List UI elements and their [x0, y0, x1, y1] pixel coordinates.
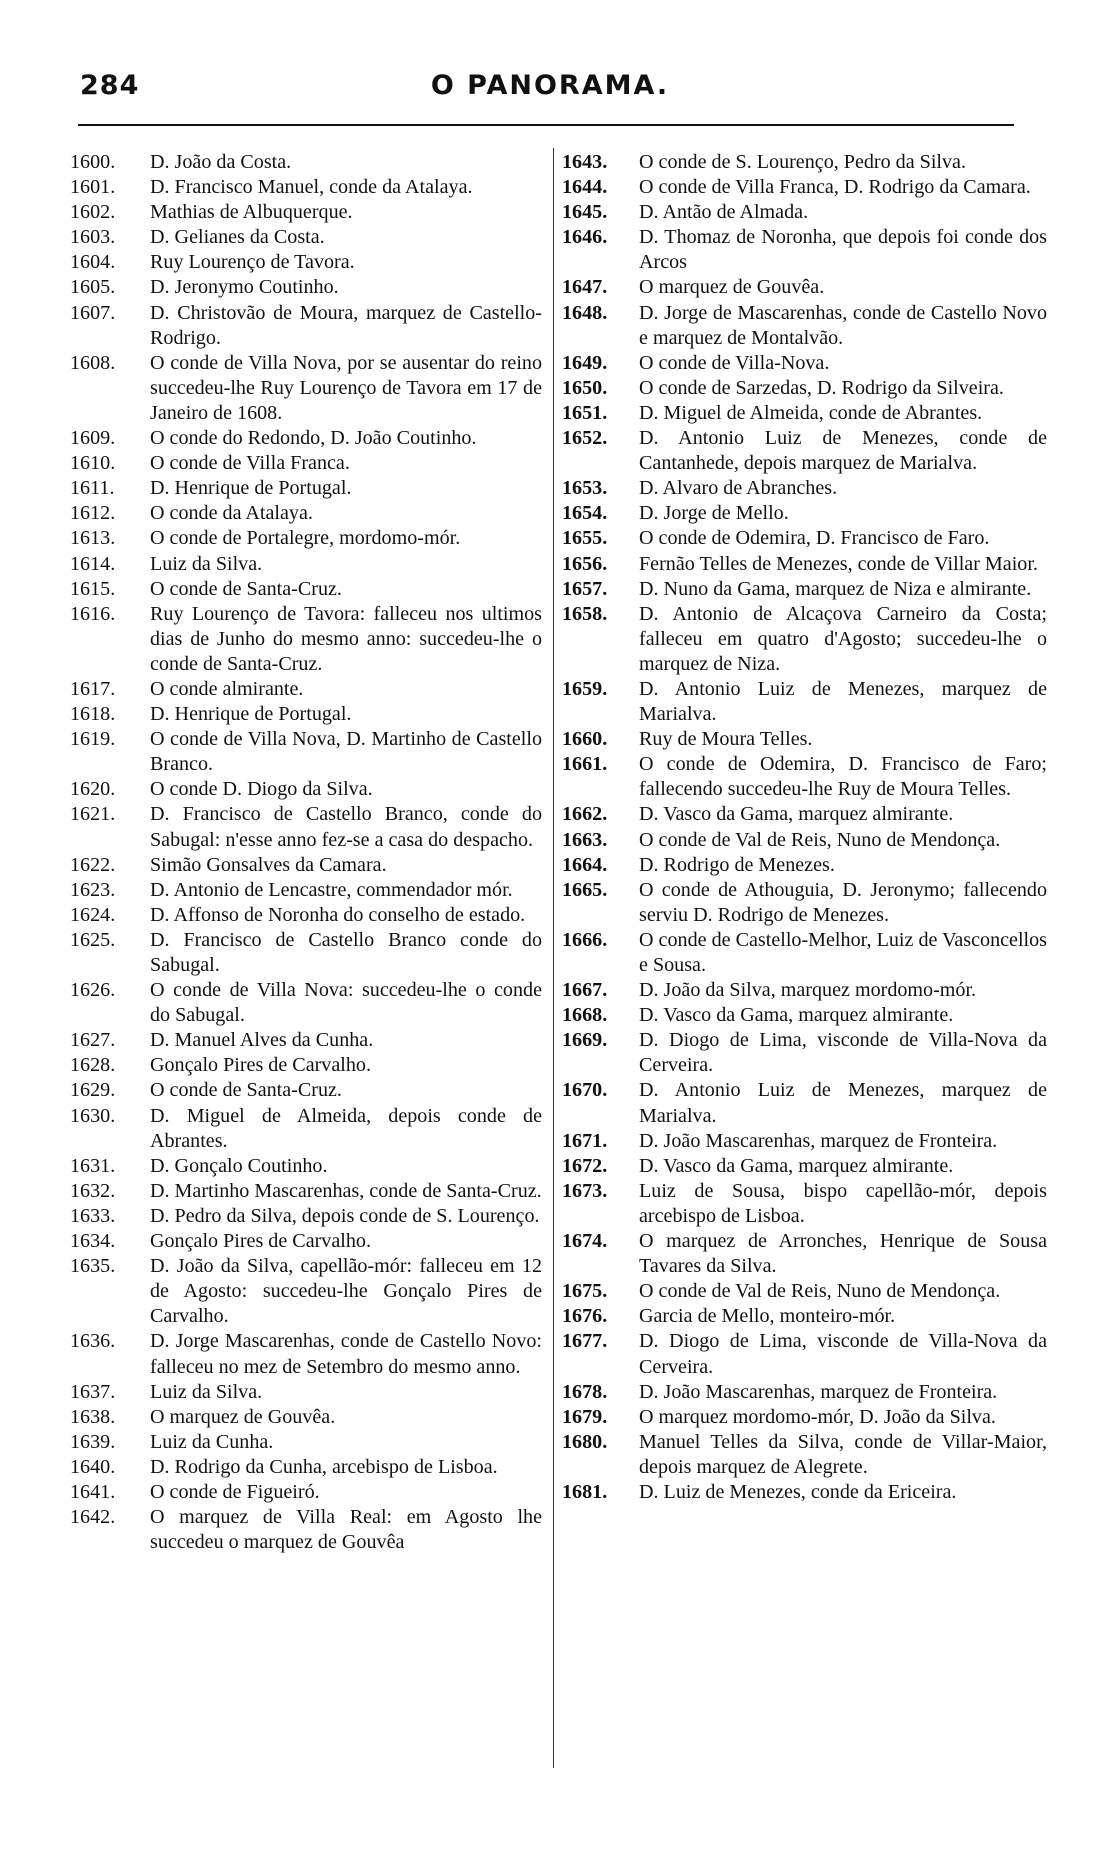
- entry-year: 1612.: [70, 502, 116, 525]
- entry-year: 1628.: [70, 1054, 116, 1077]
- entry-year: 1679.: [562, 1405, 608, 1428]
- entry-text: Luiz da Silva.: [150, 1380, 263, 1403]
- list-item: [70, 1480, 542, 1505]
- entry-text: O conde de S. Lourenço, Pedro da Silva.: [639, 151, 967, 173]
- entry-year: 1671.: [562, 1129, 608, 1152]
- entry-year: 1633.: [70, 1204, 116, 1227]
- entry-text: Mathias de Albuquerque.: [150, 201, 353, 224]
- entry-text: O conde de Villa Nova, D. Martinho de Castello Branco.: [150, 728, 542, 776]
- entry-text: D. João Mascarenhas, marquez de Fronteira.: [639, 1129, 998, 1152]
- list-item: [562, 301, 1047, 351]
- entry-text: D. Miguel de Almeida, conde de Abrantes.: [639, 401, 983, 424]
- entry-text: D. João da Silva, capellão-mór: falleceu em 12 de Agosto: succedeu-lhe Gonçalo Pires de Carvalho.: [150, 1255, 542, 1328]
- list-item: [70, 702, 542, 727]
- entry-year: 1650.: [562, 376, 608, 399]
- page-number: 284: [80, 70, 140, 101]
- entry-year: 1656.: [562, 552, 608, 575]
- list-item: [562, 1279, 1047, 1304]
- entry-text: D. Jeronymo Coutinho.: [150, 276, 339, 299]
- entry-text: O conde de Figueiró.: [150, 1480, 320, 1503]
- entry-text: D. Vasco da Gama, marquez almirante.: [639, 1004, 954, 1027]
- entry-text: Manuel Telles da Silva, conde de Villar-Maior, depois marquez de Alegrete.: [639, 1430, 1047, 1478]
- entry-year: 1645.: [562, 201, 608, 224]
- entry-text: O conde de Villa Nova: succedeu-lhe o conde do Sabugal.: [150, 979, 542, 1027]
- entry-year: 1662.: [562, 803, 608, 826]
- entry-year: 1632.: [70, 1179, 116, 1202]
- list-item: [70, 677, 542, 702]
- list-item: [70, 1053, 542, 1078]
- entry-year: 1625.: [70, 928, 116, 951]
- entry-year: 1614.: [70, 552, 116, 575]
- list-item: [562, 978, 1047, 1003]
- entry-text: D. Antonio de Lencastre, commendador mór.: [150, 878, 513, 901]
- entry-text: D. Nuno da Gama, marquez de Niza e almirante.: [639, 577, 1032, 600]
- list-item: [70, 903, 542, 928]
- entry-year: 1600.: [70, 151, 116, 173]
- list-item: [562, 1304, 1047, 1329]
- list-item: [70, 526, 542, 551]
- entry-text: O conde de Sarzedas, D. Rodrigo da Silveira.: [639, 376, 1004, 399]
- entry-text: D. Francisco Manuel, conde da Atalaya.: [150, 176, 473, 199]
- entry-text: Luiz da Silva.: [150, 552, 263, 575]
- entry-text: D. Diogo de Lima, visconde de Villa-Nova da Cerveira.: [639, 1029, 1047, 1077]
- list-item: [562, 752, 1047, 802]
- entry-year: 1613.: [70, 527, 116, 550]
- list-item: [70, 476, 542, 501]
- entry-year: 1659.: [562, 677, 608, 700]
- entry-text: Luiz da Cunha.: [150, 1430, 274, 1453]
- entry-year: 1620.: [70, 778, 116, 801]
- list-item: [562, 802, 1047, 827]
- list-item: [70, 1254, 542, 1329]
- entry-text: Luiz de Sousa, bispo capellão-mór, depois arcebispo de Lisboa.: [639, 1179, 1047, 1227]
- entry-year: 1634.: [70, 1230, 116, 1253]
- list-item: [562, 577, 1047, 602]
- entry-year: 1616.: [70, 602, 116, 625]
- list-item: [70, 777, 542, 802]
- entry-text: D. Francisco de Castello Branco conde do Sabugal.: [150, 928, 542, 976]
- entry-text: Garcia de Mello, monteiro-mór.: [639, 1305, 896, 1328]
- list-item: [562, 150, 1047, 175]
- list-item: [70, 1204, 542, 1229]
- list-item: [562, 175, 1047, 200]
- list-item: [562, 878, 1047, 928]
- entry-year: 1678.: [562, 1380, 608, 1403]
- entry-text: D. Henrique de Portugal.: [150, 703, 352, 726]
- list-item: [70, 301, 542, 351]
- entry-text: D. Diogo de Lima, visconde de Villa-Nova da Cerveira.: [639, 1330, 1047, 1378]
- entry-text: D. Rodrigo de Menezes.: [639, 853, 835, 876]
- entry-text: D. Thomaz de Noronha, que depois foi conde dos Arcos: [639, 226, 1047, 274]
- list-item: [70, 250, 542, 275]
- entry-text: D. Martinho Mascarenhas, conde de Santa-Cruz.: [150, 1179, 542, 1202]
- entry-text: D. Rodrigo da Cunha, arcebispo de Lisboa.: [150, 1455, 498, 1478]
- entry-text: O marquez mordomo-mór, D. João da Silva.: [639, 1405, 996, 1428]
- list-item: [562, 1380, 1047, 1405]
- entry-year: 1642.: [70, 1506, 116, 1529]
- list-item: [562, 376, 1047, 401]
- entry-year: 1658.: [562, 602, 608, 625]
- entry-text: D. João da Costa.: [150, 151, 292, 173]
- entry-text: O conde de Santa-Cruz.: [150, 577, 342, 600]
- list-item: [562, 1154, 1047, 1179]
- entry-text: D. Antonio Luiz de Menezes, conde de Cantanhede, depois marquez de Marialva.: [639, 427, 1047, 475]
- entry-year: 1673.: [562, 1179, 608, 1202]
- column-divider: [553, 148, 554, 1768]
- entry-text: Fernão Telles de Menezes, conde de Villar Maior.: [639, 552, 1038, 575]
- entry-text: D. João da Silva, marquez mordomo-mór.: [639, 979, 977, 1002]
- entry-text: Simão Gonsalves da Camara.: [150, 853, 387, 876]
- entry-year: 1608.: [70, 351, 116, 374]
- entry-text: O conde de Odemira, D. Francisco de Faro.: [639, 527, 990, 550]
- list-item: [562, 351, 1047, 376]
- list-item: [562, 853, 1047, 878]
- entry-year: 1657.: [562, 577, 608, 600]
- entry-year: 1641.: [70, 1480, 116, 1503]
- entry-year: 1646.: [562, 226, 608, 249]
- list-item: [70, 426, 542, 451]
- entry-text: D. Jorge de Mascarenhas, conde de Castello Novo e marquez de Montalvão.: [639, 301, 1047, 349]
- entry-text: O conde de Athouguia, D. Jeronymo; fallecendo serviu D. Rodrigo de Menezes.: [639, 878, 1047, 926]
- list-item: [70, 1104, 542, 1154]
- entry-year: 1635.: [70, 1255, 116, 1278]
- entry-year: 1631.: [70, 1154, 116, 1177]
- entry-text: D. Vasco da Gama, marquez almirante.: [639, 803, 954, 826]
- list-item: [70, 451, 542, 476]
- list-item: [562, 225, 1047, 275]
- entry-text: D. Antonio de Alcaçova Carneiro da Costa; falleceu em quatro d'Agosto; succedeu-lhe o marquez de Niza.: [639, 602, 1047, 675]
- entry-year: 1672.: [562, 1154, 608, 1177]
- entry-text: O conde almirante.: [150, 677, 304, 700]
- list-item: [562, 1129, 1047, 1154]
- entry-text: D. Antão de Almada.: [639, 201, 809, 224]
- entry-year: 1670.: [562, 1079, 608, 1102]
- list-item: [562, 200, 1047, 225]
- entry-text: O conde de Villa Franca, D. Rodrigo da Camara.: [639, 176, 1031, 199]
- entry-year: 1667.: [562, 979, 608, 1002]
- entry-year: 1675.: [562, 1280, 608, 1303]
- list-item: [562, 476, 1047, 501]
- entry-text: D. Henrique de Portugal.: [150, 477, 352, 500]
- entry-year: 1681.: [562, 1480, 608, 1503]
- entry-text: D. Francisco de Castello Branco, conde do Sabugal: n'esse anno fez-se a casa do despacho.: [150, 803, 542, 851]
- entry-year: 1604.: [70, 251, 116, 274]
- left-column: [70, 150, 542, 1555]
- list-item: [562, 1179, 1047, 1229]
- entry-text: O conde do Redondo, D. João Coutinho.: [150, 427, 477, 450]
- list-item: [70, 928, 542, 978]
- entry-text: D. Jorge de Mello.: [639, 502, 789, 525]
- entry-year: 1653.: [562, 477, 608, 500]
- list-item: [70, 1405, 542, 1430]
- entry-text: D. Antonio Luiz de Menezes, marquez de Marialva.: [639, 1079, 1047, 1127]
- entry-text: D. Pedro da Silva, depois conde de S. Lourenço.: [150, 1204, 540, 1227]
- entry-year: 1663.: [562, 828, 608, 851]
- entry-year: 1680.: [562, 1430, 608, 1453]
- entry-year: 1652.: [562, 427, 608, 450]
- entry-year: 1651.: [562, 401, 608, 424]
- entry-year: 1621.: [70, 803, 116, 826]
- entry-text: O conde de Odemira, D. Francisco de Faro; fallecendo succedeu-lhe Ruy de Moura Telles.: [639, 753, 1047, 801]
- entry-text: O conde de Val de Reis, Nuno de Mendonça.: [639, 1280, 1001, 1303]
- list-item: [70, 501, 542, 526]
- entry-year: 1639.: [70, 1430, 116, 1453]
- entry-text: O marquez de Villa Real: em Agosto lhe succedeu o marquez de Gouvêa: [150, 1506, 542, 1554]
- entry-year: 1676.: [562, 1305, 608, 1328]
- list-item: [70, 1505, 542, 1555]
- entry-year: 1677.: [562, 1330, 608, 1353]
- entry-year: 1627.: [70, 1029, 116, 1052]
- list-item: [562, 1229, 1047, 1279]
- entry-text: O conde de Santa-Cruz.: [150, 1079, 342, 1102]
- list-item: [70, 802, 542, 852]
- list-item: [70, 225, 542, 250]
- entry-text: D. Vasco da Gama, marquez almirante.: [639, 1154, 954, 1177]
- list-item: [70, 1229, 542, 1254]
- list-item: [70, 275, 542, 300]
- entry-year: 1665.: [562, 878, 608, 901]
- entry-text: D. Affonso de Noronha do conselho de estado.: [150, 903, 526, 926]
- list-item: [562, 602, 1047, 677]
- entry-year: 1617.: [70, 677, 116, 700]
- page-header: [0, 70, 1100, 110]
- entry-year: 1660.: [562, 728, 608, 751]
- list-item: [70, 1380, 542, 1405]
- entry-year: 1602.: [70, 201, 116, 224]
- list-item: [562, 526, 1047, 551]
- entry-text: O conde de Val de Reis, Nuno de Mendonça.: [639, 828, 1001, 851]
- entry-year: 1649.: [562, 351, 608, 374]
- entry-text: D. Christovão de Moura, marquez de Castello-Rodrigo.: [150, 301, 542, 349]
- entry-year: 1668.: [562, 1004, 608, 1027]
- entry-text: D. João Mascarenhas, marquez de Fronteira.: [639, 1380, 998, 1403]
- list-item: [70, 351, 542, 426]
- entry-text: D. Gonçalo Coutinho.: [150, 1154, 328, 1177]
- right-column: [562, 150, 1047, 1505]
- list-item: [562, 1430, 1047, 1480]
- entry-text: O marquez de Gouvêa.: [150, 1405, 336, 1428]
- entry-text: Ruy de Moura Telles.: [639, 728, 813, 751]
- entry-year: 1674.: [562, 1230, 608, 1253]
- entry-year: 1648.: [562, 301, 608, 324]
- entry-text: D. Luiz de Menezes, conde da Ericeira.: [639, 1480, 957, 1503]
- list-item: [70, 602, 542, 677]
- entry-year: 1623.: [70, 878, 116, 901]
- list-item: [562, 1480, 1047, 1505]
- entry-text: Gonçalo Pires de Carvalho.: [150, 1230, 371, 1253]
- list-item: [562, 275, 1047, 300]
- list-item: [70, 1455, 542, 1480]
- entry-year: 1611.: [70, 477, 115, 500]
- entry-year: 1640.: [70, 1455, 116, 1478]
- entry-text: Gonçalo Pires de Carvalho.: [150, 1054, 371, 1077]
- list-item: [70, 853, 542, 878]
- list-item: [70, 1028, 542, 1053]
- header-rule: [78, 124, 1014, 126]
- entry-text: D. Miguel de Almeida, depois conde de Abrantes.: [150, 1104, 542, 1152]
- entry-text: O conde da Atalaya.: [150, 502, 313, 525]
- entry-year: 1610.: [70, 452, 116, 475]
- entry-year: 1619.: [70, 728, 116, 751]
- list-item: [562, 828, 1047, 853]
- entry-year: 1655.: [562, 527, 608, 550]
- entry-year: 1624.: [70, 903, 116, 926]
- list-item: [562, 501, 1047, 526]
- list-item: [562, 1329, 1047, 1379]
- entry-year: 1601.: [70, 176, 116, 199]
- entry-text: O conde de Villa Franca.: [150, 452, 350, 475]
- list-item: [70, 577, 542, 602]
- entry-year: 1629.: [70, 1079, 116, 1102]
- list-item: [562, 1405, 1047, 1430]
- list-item: [70, 1430, 542, 1455]
- list-item: [70, 175, 542, 200]
- entry-text: D. Alvaro de Abranches.: [639, 477, 838, 500]
- entry-text: O marquez de Gouvêa.: [639, 276, 825, 299]
- entry-year: 1622.: [70, 853, 116, 876]
- list-item: [70, 1179, 542, 1204]
- list-item: [562, 727, 1047, 752]
- entry-year: 1664.: [562, 853, 608, 876]
- list-item: [562, 401, 1047, 426]
- entry-text: D. Jorge Mascarenhas, conde de Castello Novo: falleceu no mez de Setembro do mesmo anno.: [150, 1330, 542, 1378]
- entry-year: 1618.: [70, 703, 116, 726]
- entry-year: 1630.: [70, 1104, 116, 1127]
- entry-year: 1603.: [70, 226, 116, 249]
- entry-text: O conde de Portalegre, mordomo-mór.: [150, 527, 461, 550]
- page-title: O PANORAMA.: [430, 70, 670, 101]
- entry-text: O conde de Villa Nova, por se ausentar do reino succedeu-lhe Ruy Lourenço de Tavora em 17 de Janeiro de 1608.: [150, 351, 542, 424]
- entry-year: 1666.: [562, 928, 608, 951]
- list-item: [70, 727, 542, 777]
- list-item: [70, 150, 542, 175]
- list-item: [70, 1078, 542, 1103]
- entry-text: Ruy Lourenço de Tavora: falleceu nos ultimos dias de Junho do mesmo anno: succedeu-lhe o conde de Santa-Cruz.: [150, 602, 542, 675]
- entry-year: 1605.: [70, 276, 116, 299]
- list-item: [70, 200, 542, 225]
- entry-text: O marquez de Arronches, Henrique de Sousa Tavares da Silva.: [639, 1230, 1047, 1278]
- entry-year: 1661.: [562, 753, 608, 776]
- entry-text: O conde de Castello-Melhor, Luiz de Vasconcellos e Sousa.: [639, 928, 1047, 976]
- entry-year: 1669.: [562, 1029, 608, 1052]
- entry-year: 1654.: [562, 502, 608, 525]
- list-item: [70, 978, 542, 1028]
- entry-year: 1647.: [562, 276, 608, 299]
- entry-year: 1644.: [562, 176, 608, 199]
- list-item: [562, 426, 1047, 476]
- entry-year: 1626.: [70, 979, 116, 1002]
- list-item: [70, 1154, 542, 1179]
- entry-year: 1607.: [70, 301, 116, 324]
- list-item: [562, 1003, 1047, 1028]
- list-item: [562, 552, 1047, 577]
- list-item: [70, 878, 542, 903]
- entry-text: D. Gelianes da Costa.: [150, 226, 325, 249]
- entry-year: 1636.: [70, 1330, 116, 1353]
- list-item: [562, 928, 1047, 978]
- list-item: [70, 552, 542, 577]
- list-item: [562, 1028, 1047, 1078]
- entry-text: D. Antonio Luiz de Menezes, marquez de Marialva.: [639, 677, 1047, 726]
- entry-text: O conde de Villa-Nova.: [639, 351, 830, 374]
- entry-year: 1643.: [562, 151, 608, 173]
- list-item: [70, 1329, 542, 1379]
- entry-year: 1638.: [70, 1405, 116, 1428]
- entry-year: 1637.: [70, 1380, 116, 1403]
- entry-text: Ruy Lourenço de Tavora.: [150, 251, 355, 274]
- entry-text: O conde D. Diogo da Silva.: [150, 778, 373, 801]
- entry-year: 1615.: [70, 577, 116, 600]
- entry-year: 1609.: [70, 427, 116, 450]
- list-item: [562, 677, 1047, 727]
- entry-text: D. Manuel Alves da Cunha.: [150, 1029, 374, 1052]
- list-item: [562, 1078, 1047, 1128]
